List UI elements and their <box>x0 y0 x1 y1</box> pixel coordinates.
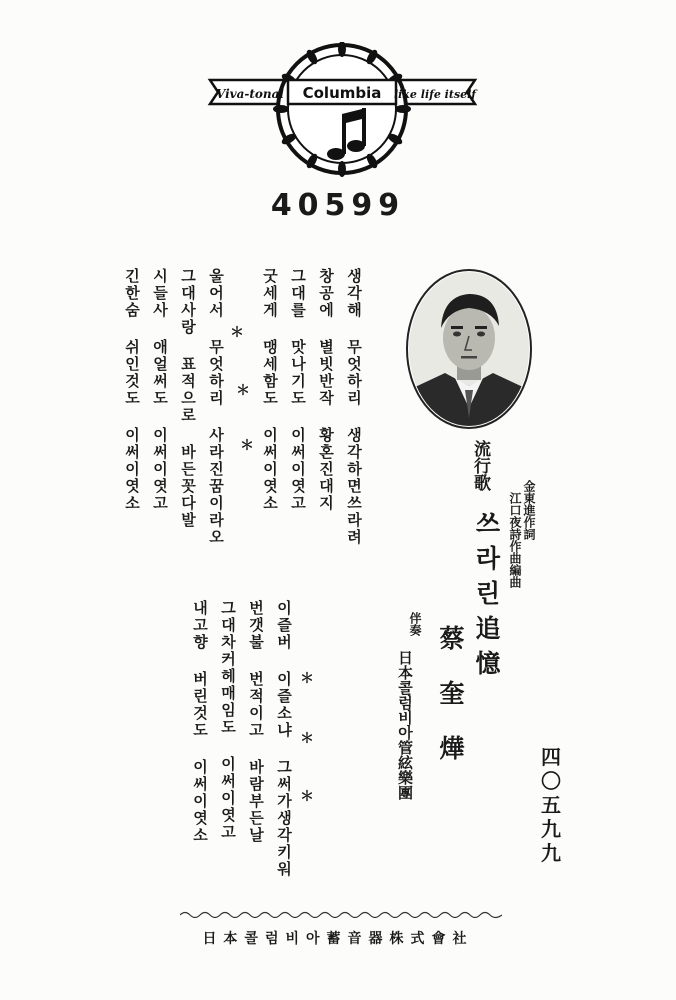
lyric-line: 그대사랑 표적으로 바든꼿다발 <box>179 268 197 529</box>
verse-separator: ＊ <box>240 438 254 454</box>
footer-wavy-rule <box>180 910 502 920</box>
lyric-line: 울어서 무엇하리 사라진꿈이라오 <box>207 268 225 546</box>
verse-separator: ＊ <box>230 325 244 341</box>
lyric-line: 이즐버 이즐소냐 그써가생각키워 <box>275 600 293 878</box>
verse-separator: ＊ <box>300 789 314 805</box>
lyric-line: 굿세게 맹세함도 이써이엿소 <box>261 268 279 512</box>
song-title: 쓰라린追憶 <box>472 510 501 685</box>
verse-separator: ＊ <box>300 731 314 747</box>
catalog-number-kanji: 四 〇 五 九 九 <box>541 745 561 865</box>
lyric-line: 생각해 무엇하리 생각하면쓰라려 <box>345 268 363 546</box>
columbia-logo <box>200 42 485 177</box>
accompaniment-label: 伴奏 <box>408 612 422 636</box>
accompaniment-band: 日本콜럼비아管絃樂團 <box>396 650 414 800</box>
lyric-line: 번갯불 번적이고 바람부든날 <box>247 600 265 844</box>
publisher-footer: 日本콜럼비아蓄音器株式會社 <box>202 931 474 947</box>
lyric-line: 창공에 별빗반작 황혼진대지 <box>317 268 335 512</box>
catalog-number: 40599 <box>270 188 406 223</box>
verse-separator: ＊ <box>236 383 250 399</box>
verse-separator: ＊ <box>300 671 314 687</box>
logo-left-tagline: Viva-tonal <box>216 87 284 101</box>
credits-composer: 江口夜詩作曲編曲 <box>508 492 522 588</box>
lyric-line: 그대차커헤매임도 이써이엿고 <box>219 600 237 841</box>
lyric-line: 그대를 맛나기도 이써이엿고 <box>289 268 307 512</box>
lyric-line: 긴한숨 쉬인것도 이써이엿소 <box>123 268 141 512</box>
genre-label: 流行歌 <box>470 440 490 491</box>
lyric-line: 시들사 애얼써도 이써이엿고 <box>151 268 169 512</box>
logo-right-tagline: like life itself <box>393 88 477 101</box>
singer-portrait <box>405 268 533 430</box>
credits-lyricist: 金東進作詞 <box>522 480 536 540</box>
logo-brand-text: Columbia <box>302 84 382 102</box>
singer-name: 蔡奎燁 <box>436 625 465 790</box>
lyric-line: 내고향 버린것도 이써이엿소 <box>191 600 209 844</box>
